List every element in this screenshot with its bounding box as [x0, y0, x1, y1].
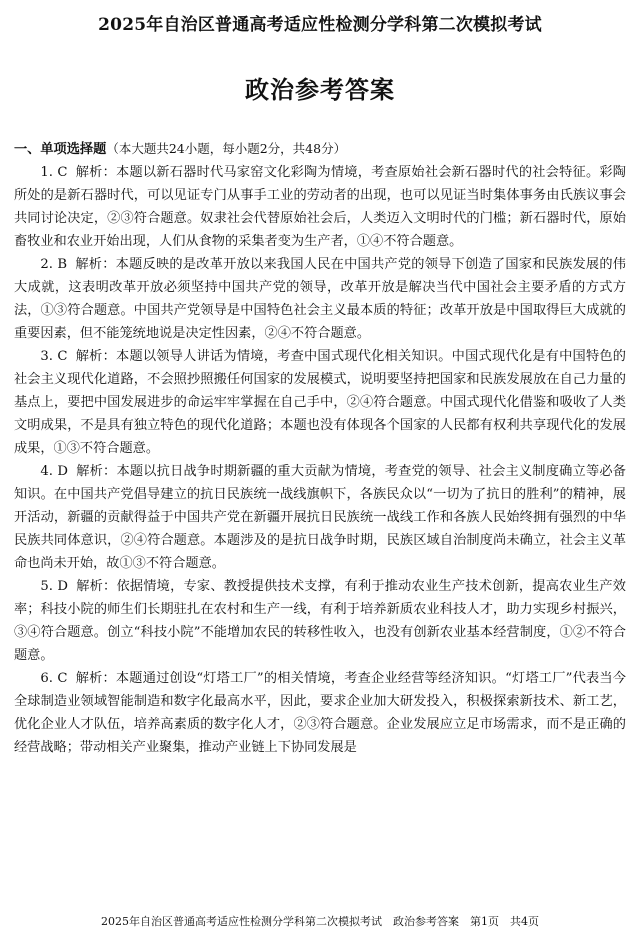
answer-item [14, 345, 626, 460]
multiple-choice-section [14, 137, 626, 759]
answer-number: 2. B [40, 257, 68, 272]
answer-explanation: 解析：本题以领导人讲话为情境，考查中国式现代化相关知识。中国式现代化是有中国特色的社会主义现代化道路，不会照抄照搬任何国家的发展模式，说明要坚持把国家和民族发展放在自己力量的基点上，要把中国发展进步的命运牢牢掌握在自己手中，②④符合题意。中国式现代化借鉴和吸收了人类文明成果，不是具有独立特色的现代化道路；本题也没有体现各个国家的人民都有权利共享现代化的发展成果，①③不符合题意。 [14, 349, 626, 456]
answer-explanation: 解析：本题反映的是改革开放以来我国人民在中国共产党的领导下创造了国家和民族发展的伟大成就，这表明改革开放必须坚持中国共产党的领导，改革开放是解决当代中国社会主要矛盾的方式方法，①③符合题意。中国共产党领导是中国特色社会主义最本质的特征；改革开放是中国取得巨大成就的重要因素，但不能笼统地说是决定性因素，②④不符合题意。 [14, 257, 626, 341]
answer-number: 5. D [40, 579, 68, 594]
answer-number: 1. C [40, 165, 68, 180]
document-title: 政治参考答案 [245, 75, 395, 104]
answer-item [14, 161, 626, 253]
answer-item [14, 667, 626, 759]
answer-explanation: 解析：本题以抗日战争时期新疆的重大贡献为情境，考查党的领导、社会主义制度确立等必备知识。在中国共产党倡导建立的抗日民族统一战线旗帜下，各族民众以“一切为了抗日的胜利”的精神，展开活动，新疆的贡献得益于中国共产党在新疆开展抗日民族统一战线工作和各族人民始终拥有强烈的中华民族共同体意识，②④符合题意。本题涉及的是抗日战争时期，民族区域自治制度尚未确立，社会主义革命也尚未开始，故①③不符合题意。 [14, 464, 626, 571]
page-footer: 2025年自治区普通高考适应性检测分学科第二次模拟考试 政治参考答案 第1页 共4页 [101, 915, 539, 928]
answer-number: 4. D [40, 464, 68, 479]
exam-title: 2025年自治区普通高考适应性检测分学科第二次模拟考试 [98, 15, 542, 35]
answer-explanation: 解析：本题通过创设“灯塔工厂”的相关情境，考查企业经营等经济知识。“灯塔工厂”代表当今全球制造业领域智能制造和数字化最高水平，因此，要求企业加大研发投入，积极探索新技术、新工艺，优化企业人才队伍，培养高素质的数字化人才，②③符合题意。企业发展应立足市场需求，而不是正确的经营战略；带动相关产业聚集，推动产业链上下协同发展是 [14, 671, 626, 755]
section-heading [14, 137, 626, 161]
answer-explanation: 解析：本题以新石器时代马家窑文化彩陶为情境，考查原始社会新石器时代的社会特征。彩陶所处的是新石器时代，可以见证专门从事手工业的劳动者的出现，也可以见证当时集体事务由氏族议事会共同讨论决定，②③符合题意。奴隶社会代替原始社会后，人类迈入文明时代的门槛；新石器时代，原始畜牧业和农业开始出现，人们从食物的采集者变为生产者，①④不符合题意。 [14, 165, 626, 249]
section-title: 一、单项选择题 [14, 142, 107, 157]
answer-item [14, 253, 626, 345]
answer-item [14, 575, 626, 667]
answer-explanation: 解析：依据情境，专家、教授提供技术支撑，有利于推动农业生产技术创新，提高农业生产效率；科技小院的师生们长期驻扎在农村和生产一线，有利于培养新质农业科技人才，助力实现乡村振兴，③④符合题意。创立“科技小院”不能增加农民的转移性收入，也没有创新农业基本经营制度，①②不符合题意。 [14, 579, 626, 663]
answer-number: 3. C [40, 349, 68, 364]
answer-item [14, 460, 626, 575]
section-note: （本大题共24小题，每小题2分，共48分） [106, 141, 347, 156]
answer-number: 6. C [40, 671, 68, 686]
